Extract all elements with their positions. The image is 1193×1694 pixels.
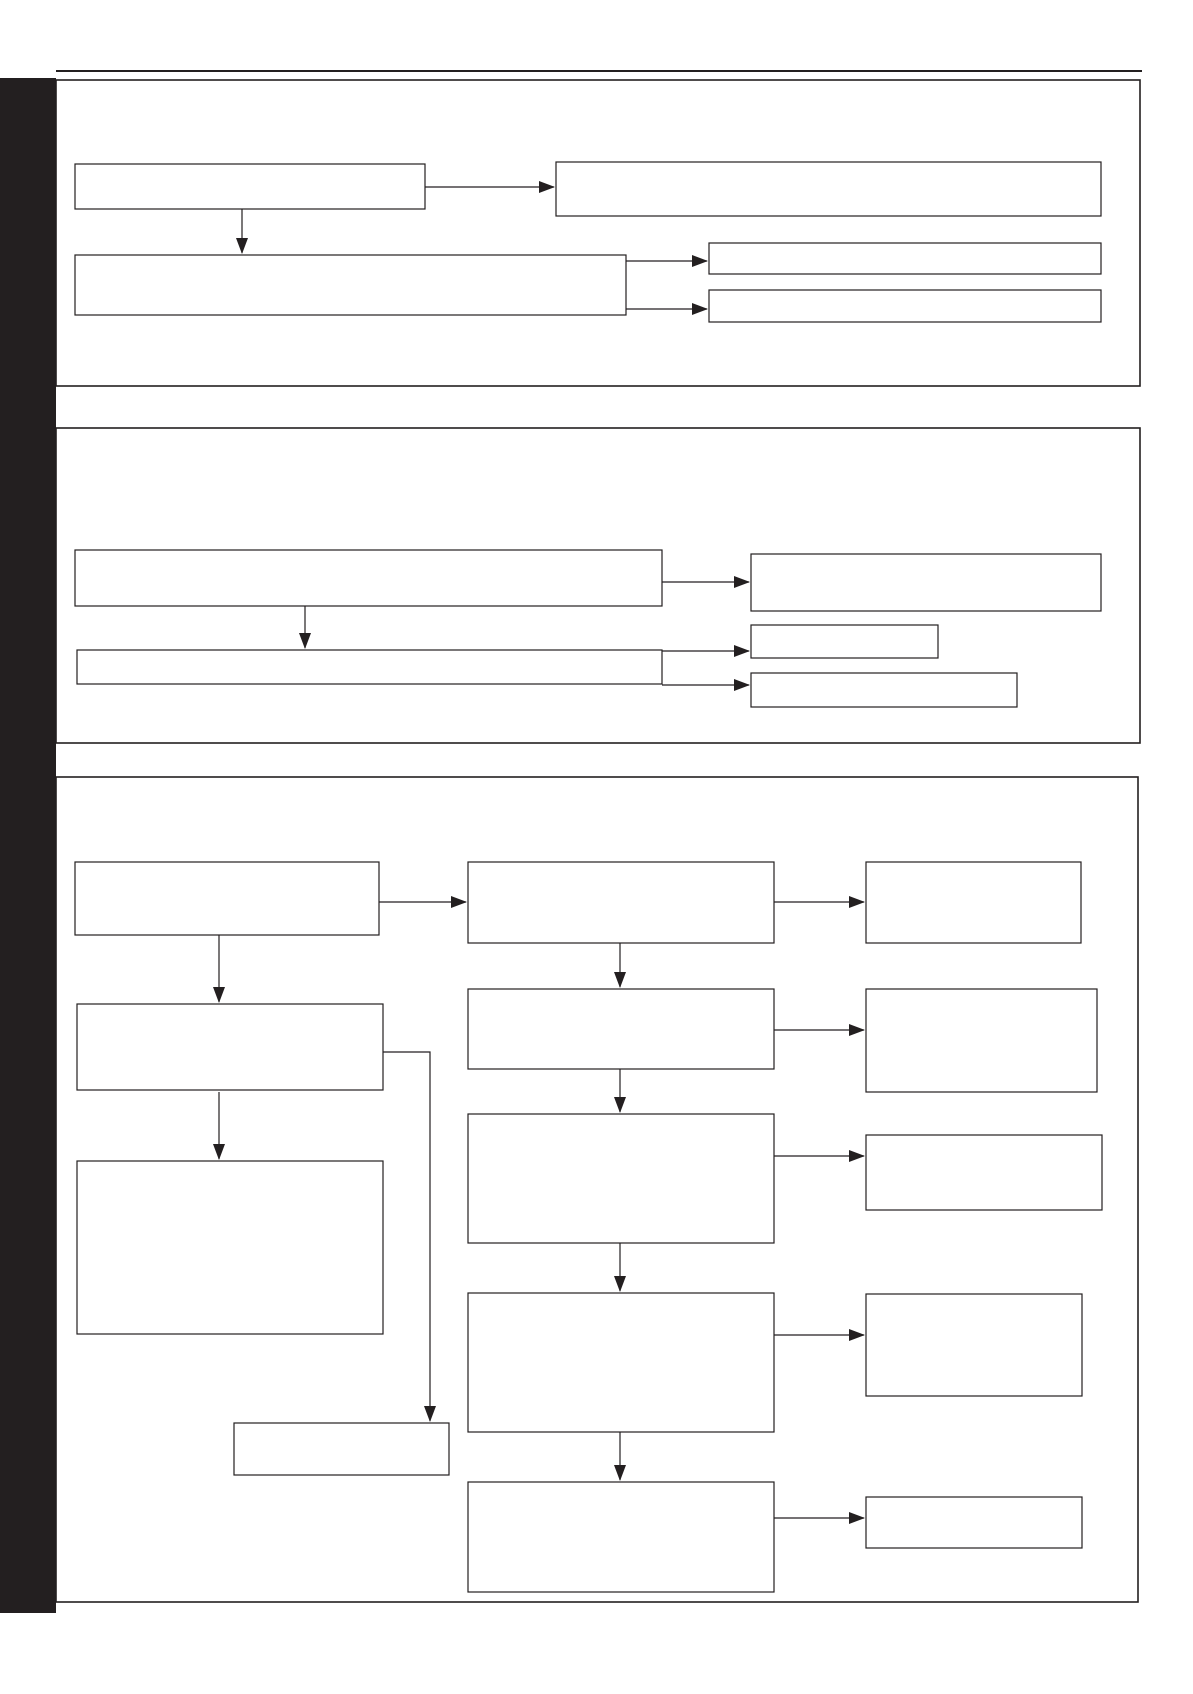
f3-mid-step-1-box [468, 862, 774, 943]
f3-mid-step-4-box [468, 1293, 774, 1432]
f1-check-box [75, 255, 626, 315]
flowchart-panel-2 [56, 428, 1140, 743]
panel-1-frame [56, 80, 1140, 386]
f3-mid-step-3-box [468, 1114, 774, 1243]
f1-start-box [75, 164, 425, 209]
f3-right-result-2-box [866, 989, 1097, 1092]
f3-mid-step-2-box [468, 989, 774, 1069]
side-tab [0, 78, 56, 1613]
flowchart-panel-3 [56, 777, 1138, 1602]
f3-mid-step-5-box [468, 1482, 774, 1592]
flowchart-panel-1 [56, 80, 1140, 386]
f3-arrow-left-1-to-bottom-result [383, 1052, 430, 1421]
f2-start-box [75, 550, 662, 606]
f2-outcome-b-box [751, 673, 1017, 707]
f3-right-result-4-box [866, 1294, 1082, 1396]
f3-right-result-1-box [866, 862, 1081, 943]
f1-result-right-box [556, 162, 1101, 216]
f3-right-result-5-box [866, 1497, 1082, 1548]
f1-outcome-b-box [709, 290, 1101, 322]
f3-bottom-result-box [234, 1423, 449, 1475]
f2-check-box [77, 650, 662, 684]
f3-start-box [75, 862, 379, 935]
f2-result-right-box [751, 554, 1101, 611]
f2-outcome-a-box [751, 625, 938, 658]
f1-outcome-a-box [709, 243, 1101, 274]
f3-right-result-3-box [866, 1135, 1102, 1210]
f3-left-step-1-box [77, 1004, 383, 1090]
f3-left-step-2-box [77, 1161, 383, 1334]
